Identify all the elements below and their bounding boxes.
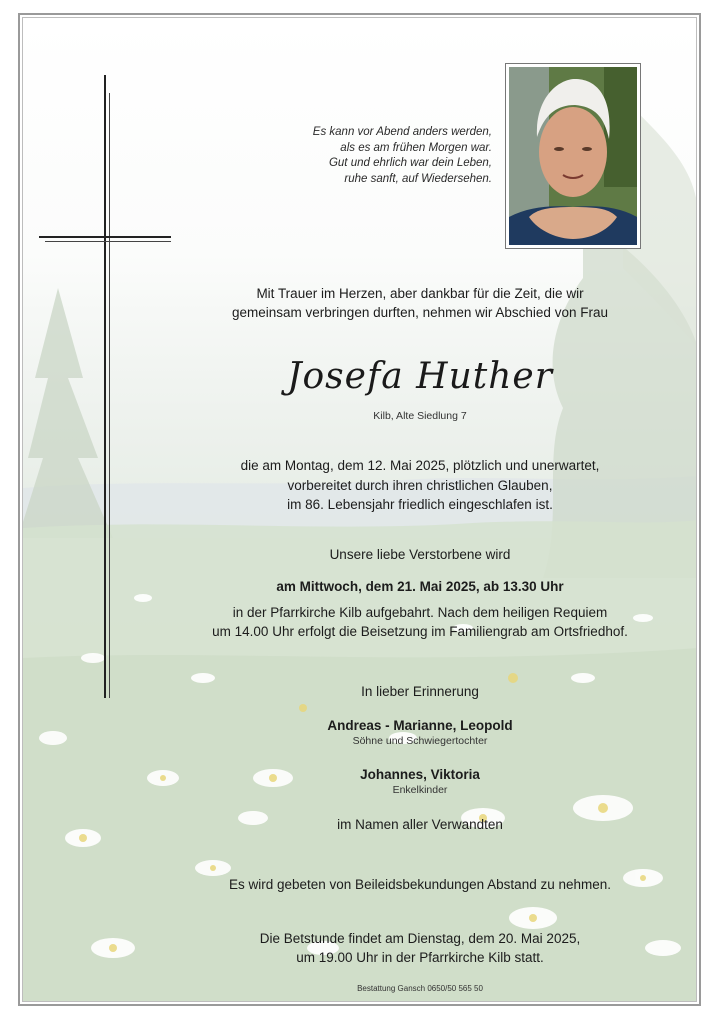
- viewing-place-line: in der Pfarrkirche Kilb aufgebahrt. Nach dem heiligen Requiem: [232, 605, 608, 620]
- prayer-line: Die Betstunde findet am Dienstag, dem 20. Mai 2025,: [259, 931, 581, 946]
- death-line: im 86. Lebensjahr friedlich eingeschlafen ist.: [287, 497, 553, 512]
- viewing-place: [140, 603, 700, 641]
- deceased-name: Josefa Huther: [287, 356, 553, 397]
- family-relation: Söhne und Schwiegertochter: [352, 735, 488, 747]
- funeral-home-footer: Bestattung Gansch 0650/50 565 50: [357, 984, 483, 993]
- cross-horizontal-line: [45, 241, 171, 242]
- cross-horizontal-bar: [39, 236, 171, 238]
- viewing-date: am Mittwoch, dem 21. Mai 2025, ab 13.30 Uhr: [276, 579, 564, 594]
- prayer-line: um 19.00 Uhr in der Pfarrkirche Kilb statt.: [296, 950, 544, 965]
- intro-line: Mit Trauer im Herzen, aber dankbar für die Zeit, die wir: [256, 286, 584, 301]
- memory-heading: In lieber Erinnerung: [361, 684, 479, 699]
- deceased-address: Kilb, Alte Siedlung 7: [373, 410, 467, 422]
- prayer-notice: [140, 929, 700, 967]
- poem-line: ruhe sanft, auf Wiedersehen.: [344, 172, 492, 185]
- intro-line: gemeinsam verbringen durften, nehmen wir Abschied von Frau: [232, 305, 608, 320]
- relatives-text: im Namen aller Verwandten: [337, 817, 503, 832]
- portrait-photo: [505, 63, 641, 249]
- death-line: vorbereitet durch ihren christlichen Glauben,: [287, 477, 553, 493]
- cross-vertical-bar: [104, 75, 106, 698]
- condolence-note: Es wird gebeten von Beileidsbekundungen Abstand zu nehmen.: [228, 877, 612, 892]
- death-line: die am Montag, dem 12. Mai 2025, plötzlich und unerwartet,: [240, 458, 600, 473]
- poem-line: Gut und ehrlich war dein Leben,: [328, 157, 492, 169]
- viewing-place-line: um 14.00 Uhr erfolgt die Beisetzung im Familiengrab am Ortsfriedhof.: [212, 624, 628, 639]
- poem: [262, 125, 492, 187]
- death-notice: [140, 456, 700, 515]
- family-names: Johannes, Viktoria: [360, 767, 480, 782]
- cross-vertical-line: [109, 93, 110, 698]
- family-names: Andreas - Marianne, Leopold: [327, 718, 513, 733]
- family-relation: Enkelkinder: [392, 784, 448, 796]
- poem-line: als es am frühen Morgen war.: [340, 141, 492, 154]
- poem-line: Es kann vor Abend anders werden,: [312, 126, 492, 138]
- intro-text: [140, 284, 700, 322]
- viewing-intro: Unsere liebe Verstorbene wird: [329, 547, 511, 562]
